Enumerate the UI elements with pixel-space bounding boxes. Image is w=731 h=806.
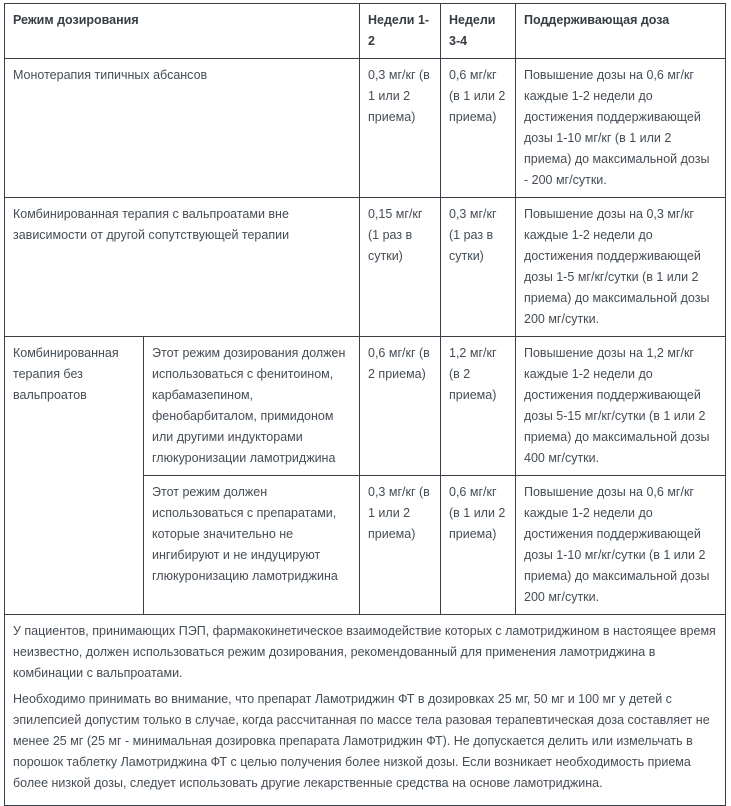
cell-regimen: Комбинированная терапия с вальпроатами вне зависимости от другой сопутствующей терапии <box>5 198 360 337</box>
cell-weeks-3-4: 0,3 мг/кг (1 раз в сутки) <box>441 198 516 337</box>
table-row-combination-without-valproates-inducers <box>5 337 726 476</box>
table-footnote-row <box>5 615 726 806</box>
cell-weeks-3-4: 1,2 мг/кг (в 2 приема) <box>441 337 516 476</box>
cell-weeks-3-4: 0,6 мг/кг (в 1 или 2 приема) <box>441 59 516 198</box>
cell-regimen-description: Этот режим должен использоваться с препаратами, которые значительно не ингибируют и не индуцируют глюкуронизацию ламотриджина <box>144 476 360 615</box>
table-row-combination-with-valproates <box>5 198 726 337</box>
cell-weeks-1-2: 0,3 мг/кг (в 1 или 2 приема) <box>360 476 441 615</box>
header-weeks-1-2: Недели 1-2 <box>360 4 441 59</box>
cell-maintenance: Повышение дозы на 1,2 мг/кг каждые 1-2 недели до достижения поддерживающей дозы 5-15 мг/кг/сутки (в 1 или 2 приема) до максимальной дозы 400 мг/сутки. <box>516 337 726 476</box>
cell-weeks-1-2: 0,15 мг/кг (1 раз в сутки) <box>360 198 441 337</box>
header-weeks-3-4: Недели 3-4 <box>441 4 516 59</box>
dosing-regimen-table <box>4 3 726 806</box>
cell-weeks-1-2: 0,6 мг/кг (в 2 приема) <box>360 337 441 476</box>
table-header-row <box>5 4 726 59</box>
cell-weeks-1-2: 0,3 мг/кг (в 1 или 2 приема) <box>360 59 441 198</box>
footnote-paragraph-pep: У пациентов, принимающих ПЭП, фармакокинетическое взаимодействие которых с ламотриджином в настоящее время неизвестно, должен использоваться режим дозирования, рекомендованный для применения ламотриджина в комбинации с вальпроатами. <box>13 624 716 680</box>
table-row-monotherapy <box>5 59 726 198</box>
cell-maintenance: Повышение дозы на 0,3 мг/кг каждые 1-2 недели до достижения поддерживающей дозы 1-5 мг/кг/сутки (в 1 или 2 приема) до максимальной дозы 200 мг/сутки. <box>516 198 726 337</box>
cell-weeks-3-4: 0,6 мг/кг (в 1 или 2 приема) <box>441 476 516 615</box>
footnote-cell <box>5 615 726 806</box>
header-maintenance-dose: Поддерживающая доза <box>516 4 726 59</box>
cell-regimen-group: Комбинированная терапия без вальпроатов <box>5 337 144 615</box>
cell-maintenance: Повышение дозы на 0,6 мг/кг каждые 1-2 недели до достижения поддерживающей дозы 1-10 мг/кг/сутки (в 1 или 2 приема) до максимальной дозы 200 мг/сутки. <box>516 476 726 615</box>
cell-regimen-description: Этот режим дозирования должен использоваться с фенитоином, карбамазепином, фенобарбиталом, примидоном или другими индукторами глюкуронизации ламотриджина <box>144 337 360 476</box>
header-regimen: Режим дозирования <box>5 4 360 59</box>
footnote-paragraph-min-dose: Необходимо принимать во внимание, что препарат Ламотриджин ФТ в дозировках 25 мг, 50 мг и 100 мг у детей с эпилепсией допустим только в случае, когда рассчитанная по массе тела разовая терапевтическая доза составляет не менее 25 мг (25 мг - минимальная дозировка препарата Ламотриджин ФТ). Не допускается делить или измельчать в порошок таблетку Ламотриджина ФТ с целью получения более низкой дозы. Если возникает необходимость приема более низкой дозы, следует использовать другие лекарственные средства на основе ламотриджина. <box>13 692 710 790</box>
cell-maintenance: Повышение дозы на 0,6 мг/кг каждые 1-2 недели до достижения поддерживающей дозы 1-10 мг/кг (в 1 или 2 приема) до максимальной дозы - 200 мг/сутки. <box>516 59 726 198</box>
cell-regimen: Монотерапия типичных абсансов <box>5 59 360 198</box>
